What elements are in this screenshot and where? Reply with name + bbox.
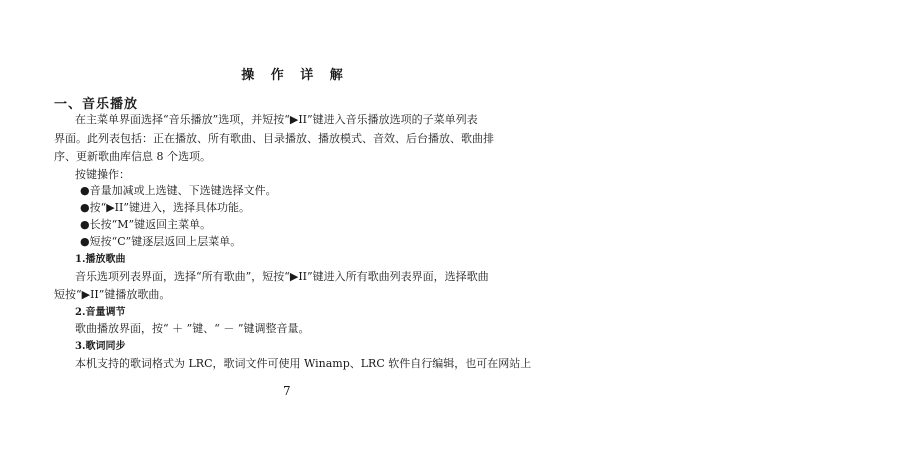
intro-line-3: 序、更新歌曲库信息 8 个选项。 (54, 150, 211, 163)
subsection-1-line-2: 短按“▶II”键播放歌曲。 (54, 288, 171, 301)
keys-heading: 按键操作： (75, 168, 130, 181)
bullet-item-4: ●短按“C”键逐层返回上层菜单。 (80, 235, 242, 248)
bullet-item-2: ●按“▶II”键进入，选择具体功能。 (80, 201, 250, 214)
page-title: 操 作 详 解 (241, 68, 349, 83)
section-heading: 一、音乐播放 (54, 97, 139, 112)
bullet-item-3: ●长按“M”键返回主菜单。 (80, 218, 212, 231)
page-number: 7 (283, 384, 291, 398)
subsection-3-line-1: 本机支持的歌词格式为 LRC，歌词文件可使用 Winamp、LRC 软件自行编辑，也可在网站上 (75, 357, 532, 370)
subsection-heading-1: 1.播放歌曲 (75, 254, 126, 265)
subsection-2-line-1: 歌曲播放界面，按“ ＋ ”键、“ － ”键调整音量。 (75, 322, 310, 335)
subsection-heading-3: 3.歌词同步 (75, 341, 126, 352)
intro-line-1: 在主菜单界面选择“音乐播放”选项，并短按“▶II”键进入音乐播放选项的子菜单列表 (75, 113, 478, 126)
bullet-item-1: ●音量加减或上选键、下选键选择文件。 (80, 184, 277, 197)
subsection-heading-2: 2.音量调节 (75, 307, 126, 318)
intro-line-2: 界面。此列表包括：正在播放、所有歌曲、目录播放、播放模式、音效、后台播放、歌曲排 (54, 132, 494, 145)
subsection-1-line-1: 音乐选项列表界面，选择“所有歌曲”，短按“▶II”键进入所有歌曲列表界面，选择歌曲 (75, 270, 489, 283)
